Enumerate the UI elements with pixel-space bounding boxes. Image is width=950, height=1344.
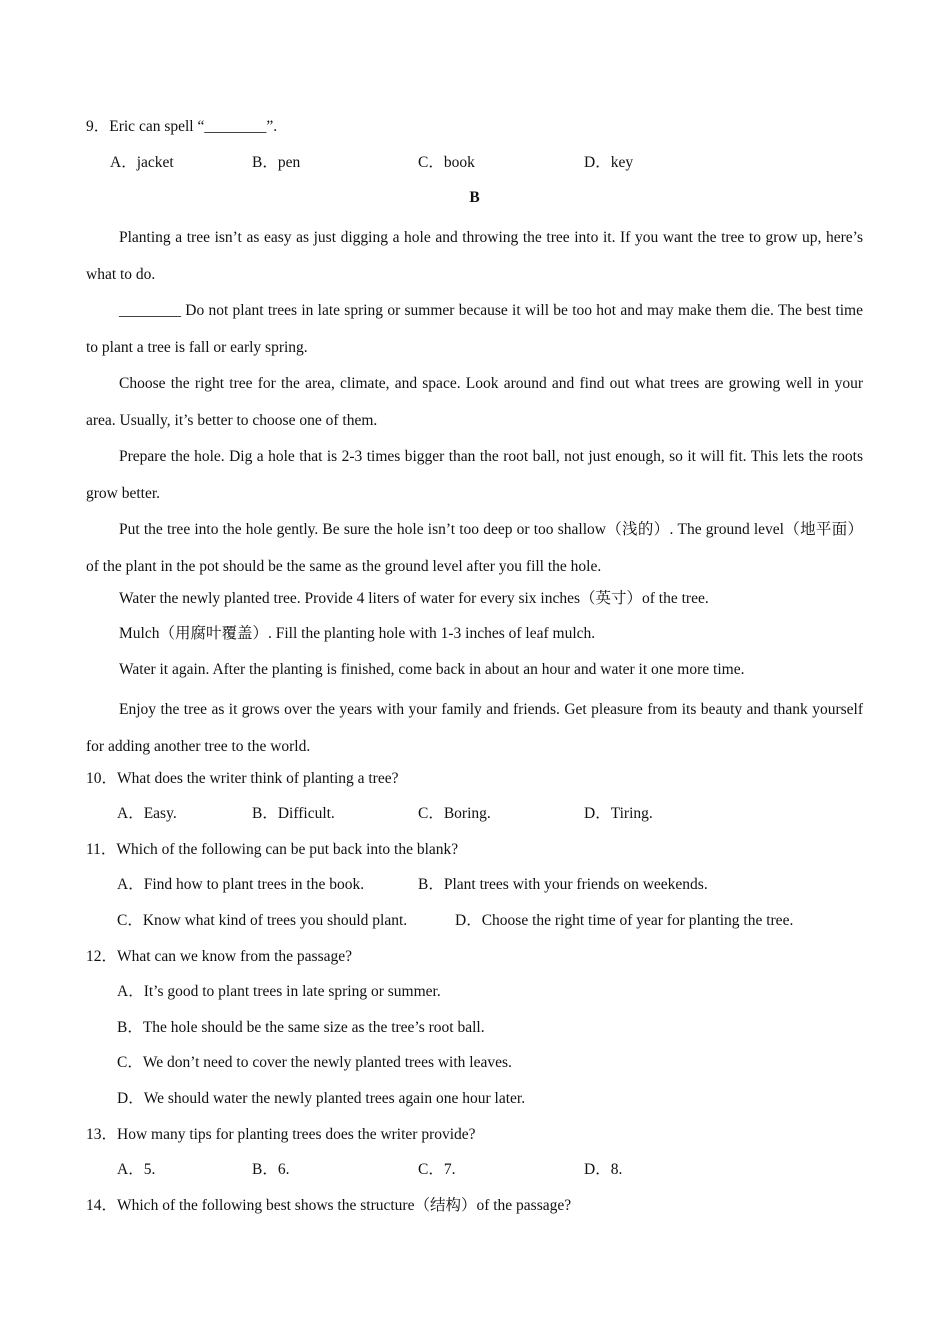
option-c: C．We don’t need to cover the newly planted trees with leaves.: [117, 1054, 512, 1072]
option-b: B．The hole should be the same size as the tree’s root ball.: [117, 1018, 485, 1036]
passage-paragraph: Put the tree into the hole gently. Be sure the hole isn’t too deep or too shallow（浅的）. The ground level（地平面）of the plant in the pot should be the same as the ground level after you fill the hole.: [86, 520, 863, 576]
option-b: B．pen: [252, 153, 301, 171]
option-d: D．Tiring.: [584, 805, 653, 823]
question-9-options: [86, 148, 863, 184]
option-d: D．8.: [584, 1161, 623, 1179]
question-11-options-row1: [86, 870, 863, 906]
option-a: A．Easy.: [117, 805, 177, 823]
question-11-options-row2: [86, 906, 863, 942]
exam-page: [86, 112, 863, 1226]
passage-paragraph: Enjoy the tree as it grows over the years with your family and friends. Get pleasure from its beauty and thank yourself for adding another tree to the world.: [86, 700, 863, 756]
passage-paragraph: Choose the right tree for the area, climate, and space. Look around and find out what trees are growing well in your area. Usually, it’s better to choose one of them.: [86, 374, 863, 430]
option-b: B．Difficult.: [252, 805, 335, 823]
option-c: C．7.: [418, 1161, 456, 1179]
passage-paragraph: Prepare the hole. Dig a hole that is 2-3 times bigger than the root ball, not just enough, so it will fit. This lets the roots grow better.: [86, 447, 863, 503]
option-d: D．We should water the newly planted trees again one hour later.: [117, 1089, 526, 1107]
section-heading: B: [469, 189, 480, 207]
passage-paragraph: Planting a tree isn’t as easy as just digging a hole and throwing the tree into it. If you want the tree to grow up, here’s what to do.: [86, 228, 863, 284]
question-14-stem: 14．Which of the following best shows the structure（结构）of the passage?: [86, 1196, 572, 1214]
option-a: A．It’s good to plant trees in late spring or summer.: [117, 983, 441, 1001]
question-12-stem: 12．What can we know from the passage?: [86, 947, 352, 965]
passage-paragraph: Water the newly planted tree. Provide 4 liters of water for every six inches（英寸）of the tree.: [119, 589, 709, 607]
question-10-options: [86, 799, 863, 835]
question-13-options: [86, 1155, 863, 1191]
option-a: A．jacket: [110, 153, 174, 171]
passage-paragraph: ________ Do not plant trees in late spring or summer because it will be too hot and may make them die. The best time to plant a tree is fall or early spring.: [86, 301, 863, 357]
option-d: D．Choose the right time of year for planting the tree.: [455, 911, 794, 929]
passage-paragraph: Mulch（用腐叶覆盖）. Fill the planting hole with 1-3 inches of leaf mulch.: [119, 625, 596, 643]
option-c: C．Boring.: [418, 805, 491, 823]
option-b: B．Plant trees with your friends on weekends.: [418, 876, 708, 894]
option-c: C．Know what kind of trees you should plant.: [117, 911, 408, 929]
question-11-stem: 11．Which of the following can be put back into the blank?: [86, 840, 459, 858]
question-10-stem: 10．What does the writer think of planting a tree?: [86, 769, 399, 787]
question-13-stem: 13．How many tips for planting trees does the writer provide?: [86, 1125, 476, 1143]
passage-paragraph: Water it again. After the planting is finished, come back in about an hour and water it one more time.: [119, 660, 745, 678]
option-d: D．key: [584, 153, 634, 171]
option-b: B．6.: [252, 1161, 290, 1179]
option-a: A．Find how to plant trees in the book.: [117, 876, 365, 894]
option-a: A．5.: [117, 1161, 156, 1179]
option-c: C．book: [418, 153, 475, 171]
question-9-stem: 9．Eric can spell “________”.: [86, 118, 278, 135]
